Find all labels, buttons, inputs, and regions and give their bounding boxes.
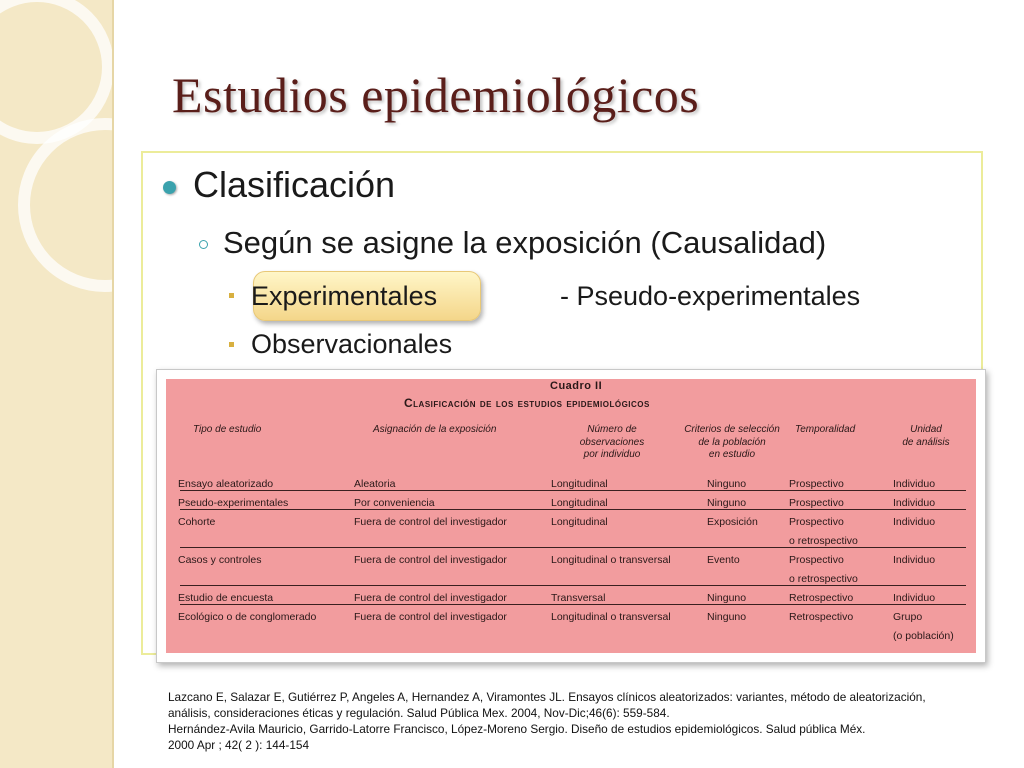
slide-title: Estudios epidemiológicos — [172, 67, 700, 123]
table-cell-temporalidad: Prospectivo — [789, 478, 844, 490]
table-cell-criterios: Ninguno — [707, 497, 747, 509]
table-cell-criterios: Exposición — [707, 516, 758, 528]
header-observaciones: Número de observaciones por individuo — [579, 424, 645, 460]
table-cell-unidad: Individuo — [893, 592, 936, 604]
table-cell-asignacion: Fuera de control del investigador — [354, 611, 507, 623]
ring-bullet-icon — [199, 240, 208, 249]
table-cell-unidad: Individuo — [893, 478, 936, 490]
table-cell-tipo: Estudio de encuesta — [178, 592, 274, 604]
table-cell-temporalidad: Prospectivo — [789, 497, 844, 509]
table-cell-observaciones: Longitudinal — [551, 497, 608, 509]
table-cell-tipo: Pseudo-experimentales — [178, 497, 289, 509]
table-cell-tipo: Ensayo aleatorizado — [178, 478, 274, 490]
header-unidad: Unidad de análisis — [902, 424, 950, 448]
table-cell-unidad: Individuo — [893, 497, 936, 509]
table-cell-criterios: Ninguno — [707, 478, 747, 490]
table-cell-tipo: Ecológico o de conglomerado — [178, 611, 317, 623]
table-cell-observaciones: Longitudinal — [551, 516, 608, 528]
reference-line: Lazcano E, Salazar E, Gutiérrez P, Angeles A, Hernandez A, Viramontes JL. Ensayos clínicos aleatorizados: variantes, método de aleatorización, — [168, 690, 926, 704]
reference-line: análisis, consideraciones éticas y regulación. Salud Pública Mex. 2004, Nov-Dic;46(6): 559-584. — [168, 706, 670, 720]
table-cell-temporalidad: Retrospectivo — [789, 611, 854, 623]
table-cell-observaciones: Longitudinal — [551, 478, 608, 490]
table-cell-temporalidad: Prospectivo o retrospectivo — [789, 516, 858, 547]
table-cell-asignacion: Aleatoria — [354, 478, 396, 490]
decorative-side-strip — [0, 0, 114, 768]
table-title: Clasificación de los estudios epidemiológicos — [404, 396, 650, 410]
reference-line: 2000 Apr ; 42( 2 ): 144-154 — [168, 738, 310, 752]
table-cell-observaciones: Transversal — [551, 592, 606, 604]
table-cell-observaciones: Longitudinal o transversal — [551, 611, 671, 623]
references — [168, 689, 926, 753]
table-cell-asignacion: Fuera de control del investigador — [354, 516, 507, 528]
table-image-frame — [156, 369, 986, 663]
bullet-level3-observacionales: Observacionales — [251, 329, 453, 359]
table-caption: Cuadro II — [550, 380, 603, 392]
table-cell-criterios: Evento — [707, 554, 740, 566]
square-bullet-icon — [229, 293, 234, 298]
table-cell-asignacion: Fuera de control del investigador — [354, 592, 507, 604]
table-cell-asignacion: Por conveniencia — [354, 497, 435, 509]
table-cell-tipo: Cohorte — [178, 516, 216, 528]
table-cell-tipo: Casos y controles — [178, 554, 262, 566]
header-criterios: Criterios de selección de la población en estudio — [684, 424, 780, 460]
header-tipo: Tipo de estudio — [193, 424, 262, 435]
table-cell-temporalidad: Prospectivo o retrospectivo — [789, 554, 858, 585]
table-cell-unidad: Individuo — [893, 516, 936, 528]
table-cell-criterios: Ninguno — [707, 611, 747, 623]
bullet-level3-experimentales: Experimentales — [251, 281, 438, 311]
table-cell-observaciones: Longitudinal o transversal — [551, 554, 671, 566]
header-temporalidad: Temporalidad — [795, 424, 856, 435]
reference-line: Hernández-Avila Mauricio, Garrido-Latorre Francisco, López-Moreno Sergio. Diseño de estudios epidemiológicos. Salud pública Méx. — [168, 722, 866, 736]
bullet-level3-pseudo: - Pseudo-experimentales — [560, 281, 861, 311]
table-cell-unidad: Individuo — [893, 554, 936, 566]
bullet-level2-text: Según se asigne la exposición (Causalidad) — [223, 225, 827, 260]
classification-table — [166, 379, 976, 653]
table-cell-asignacion: Fuera de control del investigador — [354, 554, 507, 566]
table-cell-unidad: Grupo (o población) — [893, 611, 954, 642]
bullet-level1-text: Clasificación — [193, 164, 396, 205]
header-asignacion: Asignación de la exposición — [373, 424, 497, 435]
table-cell-criterios: Ninguno — [707, 592, 747, 604]
table-cell-temporalidad: Retrospectivo — [789, 592, 854, 604]
square-bullet-icon — [229, 342, 234, 347]
bullet-dot-icon — [163, 181, 176, 194]
decorative-ring — [18, 118, 114, 292]
